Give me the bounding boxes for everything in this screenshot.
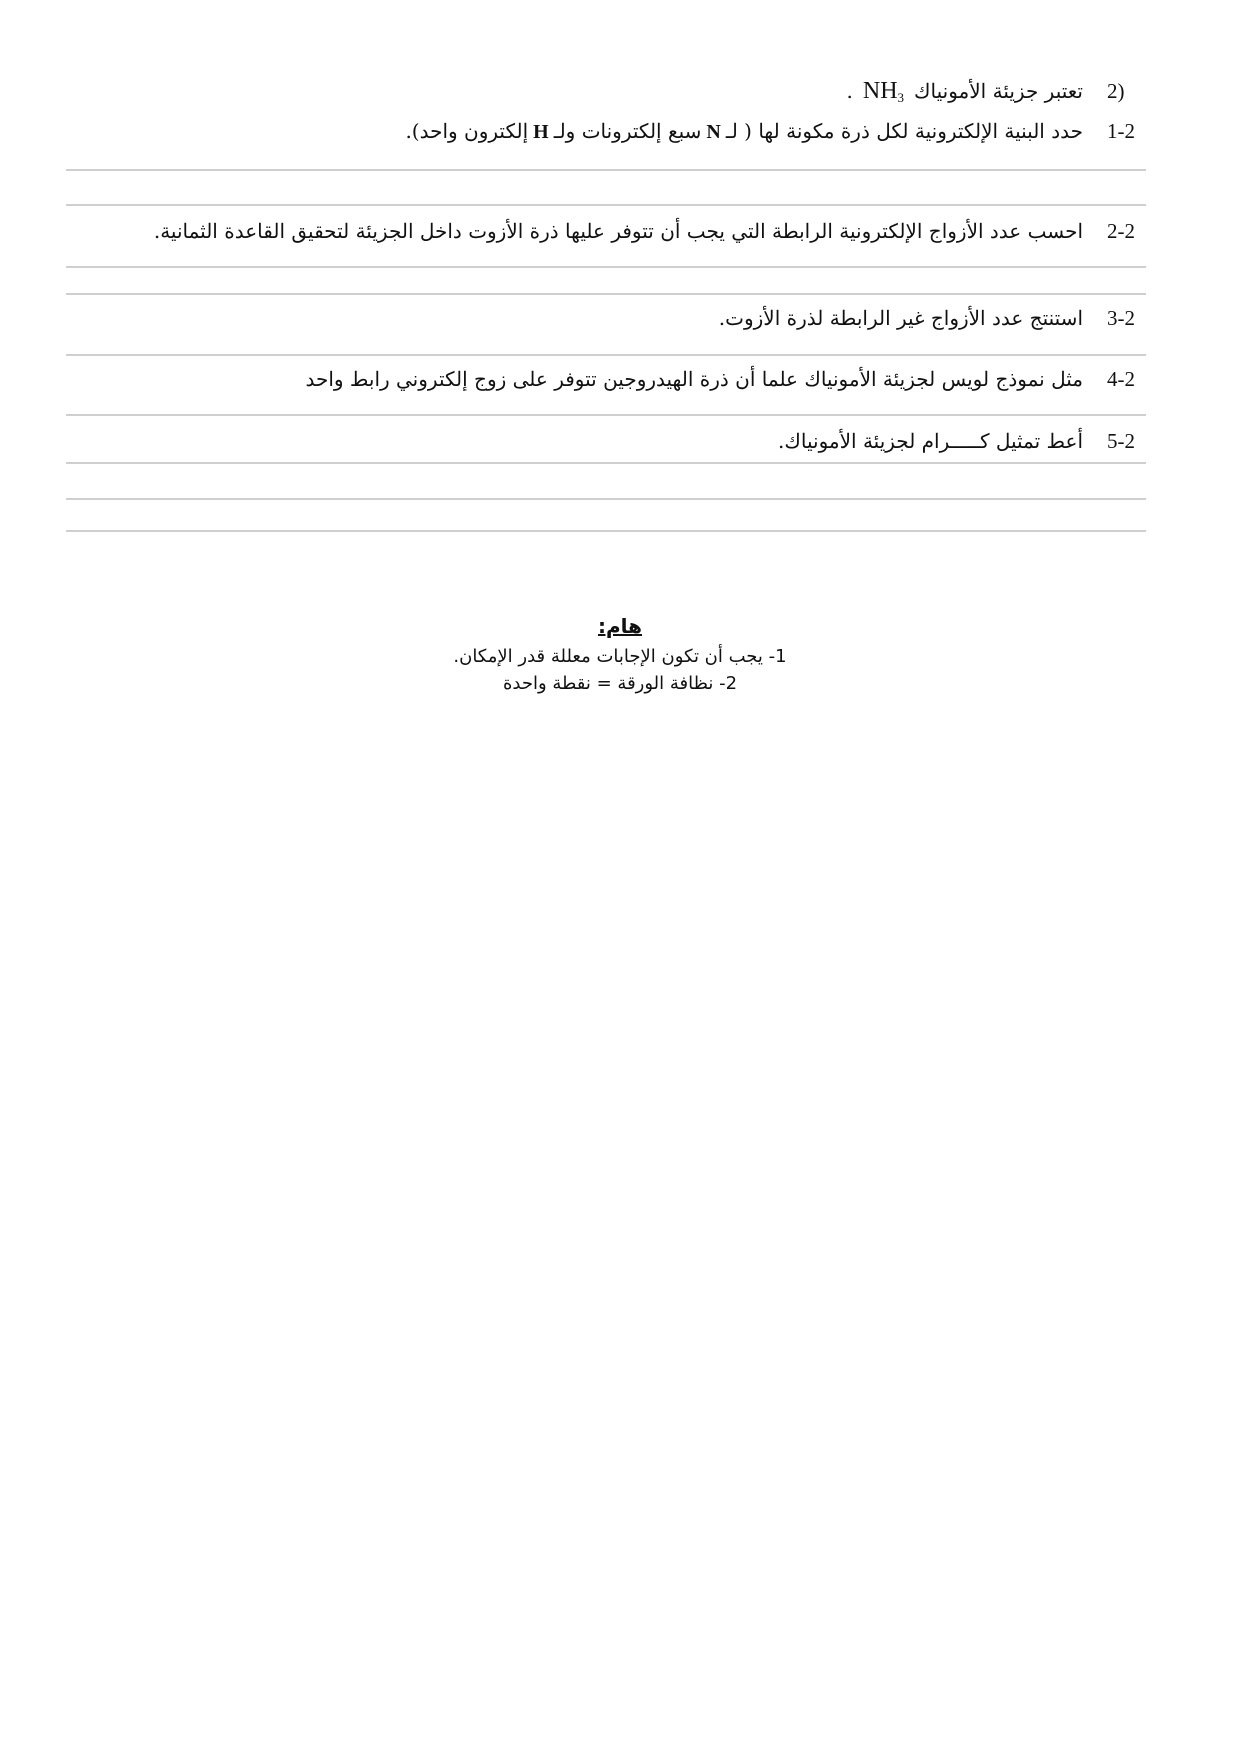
item-number: 4-2 (1107, 367, 1135, 391)
notes-title-row (0, 614, 1240, 640)
formula-main: NH (862, 78, 898, 104)
question-item-2-2 (60, 218, 1145, 244)
item-text-part-a: حدد البنية الإلكترونية لكل ذرة مكونة لها ( لـ (725, 119, 1083, 143)
notes-line-2: 2- نظافة الورقة = نقطة واحدة (502, 673, 738, 694)
nitrogen-symbol: N (706, 121, 721, 143)
answer-line (66, 414, 1146, 416)
item-text: أعط تمثيل كـــــرام لجزيئة الأمونياك. (778, 429, 1083, 453)
item-text: استنتج عدد الأزواج غير الرابطة لذرة الأزوت. (718, 306, 1083, 330)
hydrogen-symbol: H (533, 121, 549, 143)
question-item-3-2 (60, 305, 1145, 331)
question-2-intro (60, 78, 1145, 111)
question-item-4-2 (60, 366, 1145, 392)
intro-period: . (846, 79, 853, 103)
answer-line (66, 169, 1146, 171)
item-number: 5-2 (1107, 429, 1135, 453)
item-number: 1-2 (1107, 119, 1135, 143)
item-text: احسب عدد الأزواج الإلكترونية الرابطة التي يجب أن تتوفر عليها ذرة الأزوت داخل الجزيئة لتحقيق القاعدة الثمانية. (153, 219, 1083, 243)
answer-line (66, 204, 1146, 206)
notes-title: هام: (597, 614, 643, 638)
question-item-5-2 (60, 428, 1145, 454)
answer-line (66, 354, 1146, 356)
question-number: 2) (1107, 79, 1125, 103)
answer-line (66, 266, 1146, 268)
answer-line (66, 498, 1146, 500)
formula-subscript: 3 (897, 90, 905, 105)
question-item-1-2 (60, 118, 1145, 145)
item-text: مثل نموذج لويس لجزيئة الأمونياك علما أن ذرة الهيدروجين تتوفر على زوج إلكتروني رابط واحد (305, 367, 1083, 391)
answer-line (66, 462, 1146, 464)
item-number: 2-2 (1107, 219, 1135, 243)
notes-line-1: 1- يجب أن تكون الإجابات معللة قدر الإمكان. (453, 646, 787, 667)
answer-line (66, 293, 1146, 295)
ammonia-formula (863, 78, 904, 111)
item-text-part-b: سبع إلكترونات ولـ (553, 119, 702, 143)
answer-line (66, 530, 1146, 532)
item-text-part-c: إلكترون واحد). (405, 119, 529, 143)
item-number: 3-2 (1107, 306, 1135, 330)
question-intro-text: تعتبر جزيئة الأمونياك (914, 79, 1083, 103)
